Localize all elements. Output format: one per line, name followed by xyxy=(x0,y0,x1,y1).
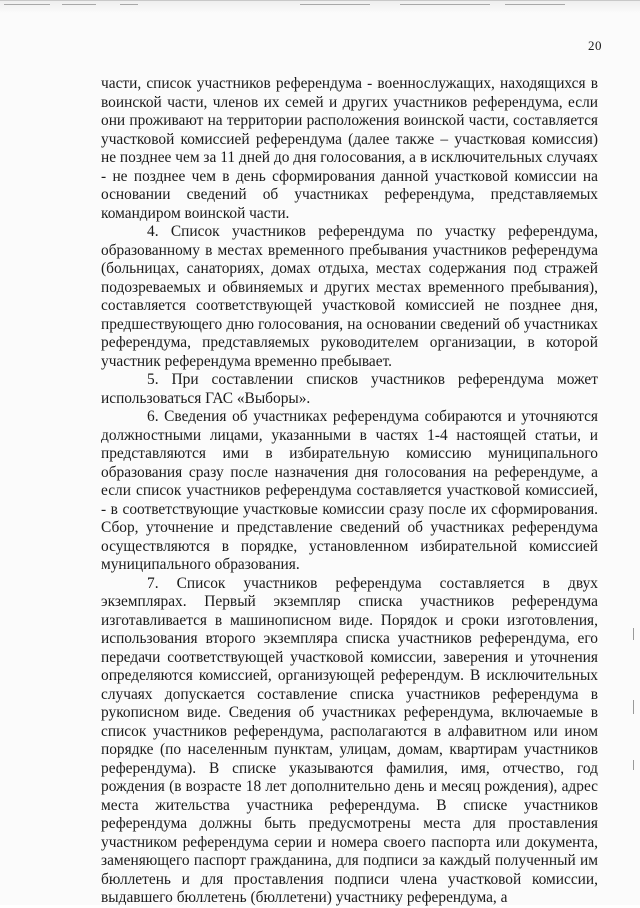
scan-artifact-line xyxy=(505,4,565,5)
paragraph-7: 7. Список участников референдума составляется в двух экземплярах. Первый экземпляр списка участников референдума изготавливается в машинописном виде. Порядок и сроки изготовления, использования второго экземпляра списка участников референдума, его передачи соответствующей участковой комиссии, заверения и уточнения определяются комиссией, организующей референдум. В исключительных случаях допускается составление списка участников референдума в рукописном виде. Сведения об участниках референдума, включаемые в список участников референдума, располагаются в алфавитном или ином порядке (по населенным пунктам, улицам, домам, квартирам участников референдума). В списке указываются фамилия, имя, отчество, год рождения (в возрасте 18 лет дополнительно день и месяц рождения), адрес места жительства участника референдума. В списке участников референдума должны быть предусмотрены места для проставления участником референдума серии и номера своего паспорта или документа, заменяющего паспорт гражданина, для подписи за каждый полученный им бюллетень и для проставления подписи члена участковой комиссии, выдавшего бюллетень (бюллетени) участнику референдума, а xyxy=(101,574,598,906)
paragraph-continuation: части, список участников референдума - военнослужащих, находящихся в воинской части, членов их семей и других участников референдума, если они проживают на территории расположения воинской части, составляется участковой комиссией референдума (далее также – участковая комиссия) не позднее чем за 11 дней до дня голосования, а в исключительных случаях - не позднее чем в день сформирования данной участковой комиссии на основании сведений об участниках референдума, представляемых командиром воинской части. xyxy=(101,75,598,222)
margin-scan-mark xyxy=(633,760,634,770)
scan-artifact-line xyxy=(4,4,50,5)
margin-scan-mark xyxy=(633,628,634,640)
paragraph-5: 5. При составлении списков участников референдума может использоваться ГАС «Выборы». xyxy=(101,371,598,407)
scan-artifact-line xyxy=(120,4,138,5)
body-text xyxy=(101,75,598,908)
margin-scan-mark xyxy=(633,700,634,714)
scan-top-edge xyxy=(0,0,640,13)
scan-artifact-line xyxy=(400,4,490,5)
paragraph-4: 4. Список участников референдума по участку референдума, образованному в местах временного пребывания участников референдума (больницах, санаториях, домах отдыха, местах содержания под стражей подозреваемых и обвиняемых и других местах временного пребывания), составляется соответствующей участковой комиссией не позднее дня, предшествующего дню голосования, на основании сведений об участниках референдума, представляемых руководителем организации, в которой участник референдума временно пребывает. xyxy=(101,223,598,370)
scan-artifact-line xyxy=(300,4,370,5)
paragraph-6: 6. Сведения об участниках референдума собираются и уточняются должностными лицами, указанными в частях 1-4 настоящей статьи, и представляются ими в избирательную комиссию муниципального образования сразу после назначения дня голосования на референдуме, а если список участников референдума составляется участковой комиссией, - в соответствующие участковые комиссии сразу после их сформирования. Сбор, уточнение и представление сведений об участниках референдума осуществляются в порядке, установленном избирательной комиссией муниципального образования. xyxy=(101,408,598,573)
scan-artifact-line xyxy=(62,4,96,5)
page-number: 20 xyxy=(588,38,602,53)
